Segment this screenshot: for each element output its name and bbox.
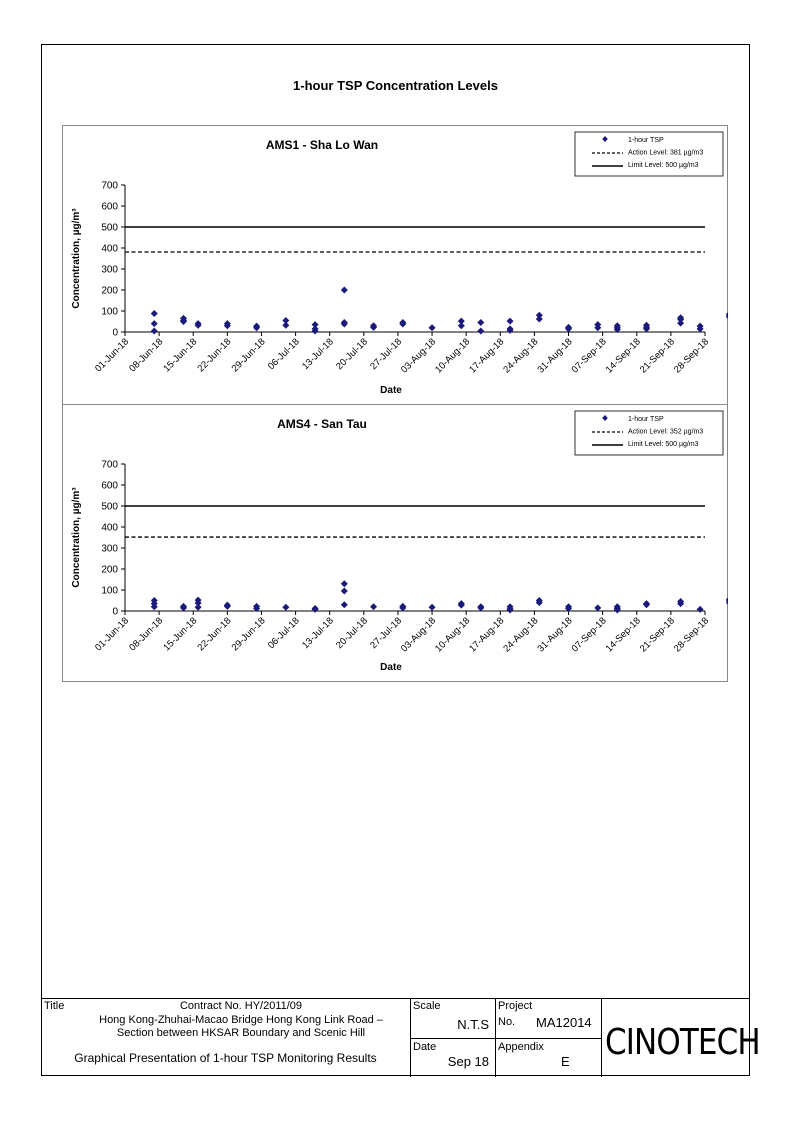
legend — [575, 132, 723, 176]
x-tick-label: 10-Aug-18 — [433, 336, 473, 376]
x-axis-label: Date — [380, 662, 402, 673]
y-tick-label: 300 — [101, 543, 118, 555]
scale-label: Scale — [413, 1000, 441, 1012]
x-tick-label: 08-Jun-18 — [127, 615, 166, 654]
x-tick-label: 31-Aug-18 — [535, 336, 575, 376]
legend-entry-3: Limit Level: 500 µg/m3 — [628, 162, 699, 169]
x-tick-label: 08-Jun-18 — [127, 336, 166, 375]
x-tick-label: 07-Sep-18 — [569, 336, 609, 376]
project-number: MA12014 — [536, 1015, 592, 1030]
y-tick-label: 300 — [101, 264, 118, 276]
x-tick-label: 15-Jun-18 — [161, 615, 200, 654]
y-tick-label: 400 — [101, 243, 118, 255]
x-tick-label: 22-Jun-18 — [195, 336, 234, 375]
x-axis-label: Date — [380, 385, 402, 396]
contract-number: Contract No. HY/2011/09 — [179, 1000, 303, 1012]
y-tick-label: 700 — [101, 180, 118, 192]
legend-entry-1: 1-hour TSP — [628, 416, 664, 423]
y-axis-label: Concentration, µg/m³ — [71, 208, 82, 309]
x-tick-label: 07-Sep-18 — [569, 615, 609, 655]
legend-entry-3: Limit Level: 500 µg/m3 — [628, 441, 699, 448]
x-tick-label: 06-Jul-18 — [265, 336, 302, 373]
x-tick-label: 28-Sep-18 — [671, 615, 712, 655]
chart-title: AMS1 - Sha Lo Wan — [265, 138, 379, 152]
drawing-title: Graphical Presentation of 1-hour TSP Monitoring Results — [74, 1051, 377, 1065]
x-tick-label: 22-Jun-18 — [195, 615, 234, 654]
chart-title: AMS4 - San Tau — [277, 417, 367, 431]
y-tick-label: 500 — [101, 501, 118, 513]
title-label: Title — [44, 1000, 65, 1012]
y-tick-label: 0 — [112, 327, 118, 339]
legend-entry-2: Action Level: 352 µg/m3 — [628, 428, 704, 436]
appendix-value: E — [561, 1054, 570, 1069]
x-tick-label: 21-Sep-18 — [637, 336, 678, 376]
x-tick-label: 14-Sep-18 — [603, 336, 643, 376]
x-tick-label: 20-Jul-18 — [334, 615, 370, 652]
x-tick-label: 20-Jul-18 — [334, 336, 370, 373]
date-label: Date — [413, 1041, 437, 1053]
cinotech-logo: CINOTECH — [605, 1022, 760, 1063]
x-tick-label: 10-Aug-18 — [433, 615, 473, 655]
appendix-label: Appendix — [498, 1041, 544, 1053]
x-tick-label: 28-Sep-18 — [671, 336, 712, 376]
x-tick-label: 29-Jun-18 — [229, 336, 268, 375]
y-tick-label: 0 — [112, 606, 118, 618]
y-tick-label: 700 — [101, 459, 118, 471]
scale-value: N.T.S — [457, 1017, 489, 1032]
project-line-1: Hong Kong-Zhuhai-Macao Bridge Hong Kong Link Road – — [99, 1014, 383, 1026]
x-tick-label: 13-Jul-18 — [300, 336, 336, 373]
legend-entry-2: Action Level: 381 µg/m3 — [628, 149, 704, 157]
y-tick-label: 100 — [101, 585, 118, 597]
project-line-2: Section between HKSAR Boundary and Scenic Hill — [116, 1027, 366, 1039]
date-value: Sep 18 — [447, 1054, 489, 1069]
x-tick-label: 17-Aug-18 — [467, 615, 507, 655]
x-tick-label: 27-Jul-18 — [368, 615, 405, 652]
x-tick-label: 21-Sep-18 — [637, 615, 678, 655]
x-tick-label: 03-Aug-18 — [399, 336, 439, 376]
y-tick-label: 600 — [101, 201, 118, 213]
page-title: 1-hour TSP Concentration Levels — [293, 78, 498, 93]
y-tick-label: 500 — [101, 222, 118, 234]
y-axis-label: Concentration, µg/m³ — [71, 487, 82, 588]
legend-entry-1: 1-hour TSP — [628, 137, 664, 144]
x-tick-label: 24-Aug-18 — [501, 336, 541, 376]
project-label: Project — [498, 1000, 533, 1012]
y-tick-label: 400 — [101, 522, 118, 534]
x-tick-label: 03-Aug-18 — [399, 615, 439, 655]
y-tick-label: 100 — [101, 306, 118, 318]
x-tick-label: 31-Aug-18 — [535, 615, 575, 655]
x-tick-label: 24-Aug-18 — [501, 615, 541, 655]
x-tick-label: 29-Jun-18 — [229, 615, 268, 654]
x-tick-label: 06-Jul-18 — [265, 615, 302, 652]
x-tick-label: 01-Jun-18 — [93, 336, 132, 375]
legend — [575, 411, 723, 455]
x-tick-label: 14-Sep-18 — [603, 615, 643, 655]
chart-ams1 — [62, 125, 728, 405]
y-tick-label: 200 — [101, 564, 118, 576]
x-tick-label: 17-Aug-18 — [467, 336, 507, 376]
title-block — [41, 998, 760, 1077]
y-tick-label: 600 — [101, 480, 118, 492]
x-tick-label: 27-Jul-18 — [368, 336, 405, 373]
x-tick-label: 13-Jul-18 — [300, 615, 336, 652]
project-no-label: No. — [498, 1016, 516, 1028]
x-tick-label: 15-Jun-18 — [161, 336, 200, 375]
x-tick-label: 01-Jun-18 — [93, 615, 132, 654]
chart-ams4 — [62, 404, 728, 682]
y-tick-label: 200 — [101, 285, 118, 297]
